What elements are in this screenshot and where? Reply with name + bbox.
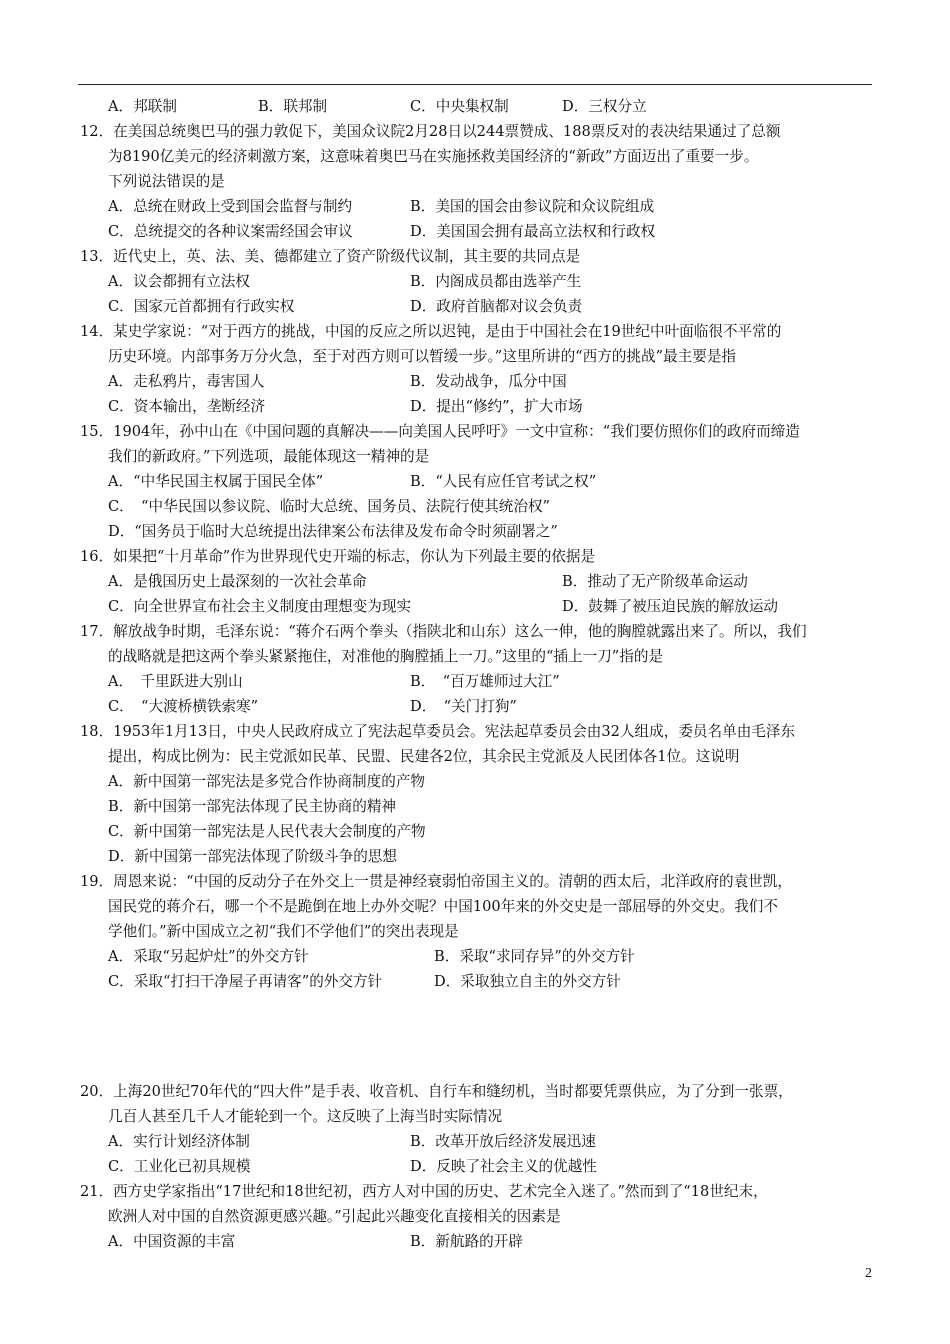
page-number: 2	[865, 1266, 872, 1281]
option-a: A．中国资源的丰富	[108, 1233, 236, 1250]
option-d: D．提出“修约”，扩大市场	[410, 398, 583, 415]
question-19-stem-cont: 学他们。”新中国成立之初“我们不学他们”的突出表现是	[108, 923, 459, 940]
q12-options-row2	[80, 219, 876, 244]
q16-options-row2	[80, 594, 876, 619]
question-20-stem-cont: 几百人甚至几千人才能轮到一个。这反映了上海当时实际情况	[108, 1108, 503, 1125]
question-16-stem: 16．如果把“十月革命”作为世界现代史开端的标志，你认为下列最主要的依据是	[80, 548, 596, 565]
option-c: C．采取“打扫干净屋子再请客”的外交方针	[108, 973, 383, 990]
option-c: C．总统提交的各种议案需经国会审议	[108, 223, 353, 240]
question-19-stem: 19．周恩来说：“中国的反动分子在外交上一贯是神经衰弱怕帝国主义的。清朝的西太后，北洋政府的袁世凯，	[80, 873, 792, 890]
option-d: D．美国国会拥有最高立法权和行政权	[410, 223, 656, 240]
question-21-stem-cont: 欧洲人对中国的自然资源更感兴趣。”引起此兴趣变化直接相关的因素是	[108, 1208, 561, 1225]
question-21-stem: 21．西方史学家指出“17世纪和18世纪初，西方人对中国的历史、艺术完全入迷了。”然而到了“18世纪末，	[80, 1183, 768, 1200]
q20-options-row2	[80, 1154, 876, 1179]
option-a: A．总统在财政上受到国会监督与制约	[108, 198, 353, 215]
question-15-stem-cont: 我们的新政府。”下列选项，最能体现这一精神的是	[108, 448, 430, 465]
option-b: B．推动了无产阶级革命运动	[562, 573, 748, 590]
option-c: C．工业化已初具规模	[108, 1158, 251, 1175]
q19-options-row1	[80, 944, 876, 969]
option-c: C．国家元首都拥有行政实权	[108, 298, 295, 315]
option-b: B．采取“求同存异”的外交方针	[434, 948, 635, 965]
option-a: A． 千里跃进大别山	[108, 673, 243, 690]
q17-options-row2	[80, 694, 876, 719]
option-d: D．“国务员于临时大总统提出法律案公布法律及发布命令时须副署之”	[108, 523, 558, 540]
option-c: C． “大渡桥横铁索寒”	[108, 698, 259, 715]
blank-gap	[80, 994, 876, 1079]
option-d: D． “关门打狗”	[410, 698, 517, 715]
option-c: C．新中国第一部宪法是人民代表大会制度的产物	[108, 823, 426, 840]
question-17-stem: 17．解放战争时期，毛泽东说：“蒋介石两个拳头（指陕北和山东）这么一伸，他的胸膛就露出来了。所以，我们	[80, 623, 807, 640]
question-15-stem: 15．1904年，孙中山在《中国问题的真解决——向美国人民呼吁》一文中宣称：“我们要仿照你们的政府而缔造	[80, 423, 800, 440]
option-b: B．改革开放后经济发展迅速	[410, 1133, 596, 1150]
q13-options-row2	[80, 294, 876, 319]
option-b: B．发动战争，瓜分中国	[410, 373, 567, 390]
question-14-stem: 14．某史学家说：“对于西方的挑战，中国的反应之所以迟钝，是由于中国社会在19世纪中叶面临很不平常的	[80, 323, 782, 340]
header-rule	[78, 84, 872, 85]
option-a: A．邦联制	[108, 98, 177, 115]
option-b: B．“人民有应任官考试之权”	[410, 473, 597, 490]
question-17-stem-cont: 的战略就是把这两个拳头紧紧拖住，对准他的胸膛插上一刀。”这里的“插上一刀”指的是	[108, 648, 664, 665]
option-b: B． “百万雄师过大江”	[410, 673, 560, 690]
option-a: A．是俄国历史上最深刻的一次社会革命	[108, 573, 367, 590]
option-d: D．新中国第一部宪法体现了阶级斗争的思想	[108, 848, 397, 865]
option-a: A．议会都拥有立法权	[108, 273, 250, 290]
option-b: B．美国的国会由参议院和众议院组成	[410, 198, 655, 215]
option-a: A．走私鸦片，毒害国人	[108, 373, 265, 390]
option-d: D．反映了社会主义的优越性	[410, 1158, 597, 1175]
q13-options-row1	[80, 269, 876, 294]
question-20-stem: 20．上海20世纪70年代的“四大件”是手表、收音机、自行车和缝纫机，当时都要凭票供应，为了分到一张票，	[80, 1083, 793, 1100]
q19-options-row2	[80, 969, 876, 994]
option-d: D．采取独立自主的外交方针	[434, 973, 621, 990]
question-12-stem-cont: 为8190亿美元的经济刺激方案，这意味着奥巴马在实施拯救美国经济的“新政”方面迈出了重要一步。	[108, 148, 759, 165]
question-18-stem-cont: 提出，构成比例为：民主党派如民革、民盟、民建各2位，其余民主党派及人民团体各1位。这说明	[108, 748, 740, 765]
option-b: B．联邦制	[258, 98, 328, 115]
question-12-stem: 12．在美国总统奥巴马的强力敦促下，美国众议院2月28日以244票赞成、188票反对的表决结果通过了总额	[80, 123, 781, 140]
question-18-stem: 18．1953年1月13日，中央人民政府成立了宪法起草委员会。宪法起草委员会由32人组成，委员名单由毛泽东	[80, 723, 796, 740]
option-c: C． “中华民国以参议院、临时大总统、国务员、法院行使其统治权”	[108, 498, 551, 515]
q21-options-row1	[80, 1229, 876, 1254]
question-14-stem-cont: 历史环境。内部事务万分火急，至于对西方则可以暂缓一步。”这里所讲的“西方的挑战”最主要是指	[108, 348, 737, 365]
option-d: D．鼓舞了被压迫民族的解放运动	[562, 598, 779, 615]
option-a: A．采取“另起炉灶”的外交方针	[108, 948, 309, 965]
option-d: D．政府首脑都对议会负责	[410, 298, 583, 315]
question-19-stem-cont: 国民党的蒋介石，哪一个不是跪倒在地上办外交呢？中国100年来的外交史是一部屈辱的外交史。我们不	[108, 898, 778, 915]
q14-options-row1	[80, 369, 876, 394]
option-a: A．实行计划经济体制	[108, 1133, 250, 1150]
q12-options-row1	[80, 194, 876, 219]
option-a: A．“中华民国主权属于国民全体”	[108, 473, 324, 490]
q17-options-row1	[80, 669, 876, 694]
option-c: C．向全世界宣布社会主义制度由理想变为现实	[108, 598, 412, 615]
exam-page	[80, 94, 876, 1254]
q16-options-row1	[80, 569, 876, 594]
q15-options-row1	[80, 469, 876, 494]
q14-options-row2	[80, 394, 876, 419]
option-b: B．新航路的开辟	[410, 1233, 523, 1250]
option-b: B．内阁成员都由选举产生	[410, 273, 582, 290]
question-12-stem-cont: 下列说法错误的是	[108, 173, 225, 190]
question-13-stem: 13．近代史上，英、法、美、德都建立了资产阶级代议制，其主要的共同点是	[80, 248, 581, 265]
q11-options	[80, 94, 876, 119]
option-c: C．资本输出，垄断经济	[108, 398, 266, 415]
q20-options-row1	[80, 1129, 876, 1154]
option-a: A．新中国第一部宪法是多党合作协商制度的产物	[108, 773, 426, 790]
option-b: B．新中国第一部宪法体现了民主协商的精神	[108, 798, 397, 815]
option-c: C．中央集权制	[410, 98, 509, 115]
option-d: D．三权分立	[562, 98, 647, 115]
